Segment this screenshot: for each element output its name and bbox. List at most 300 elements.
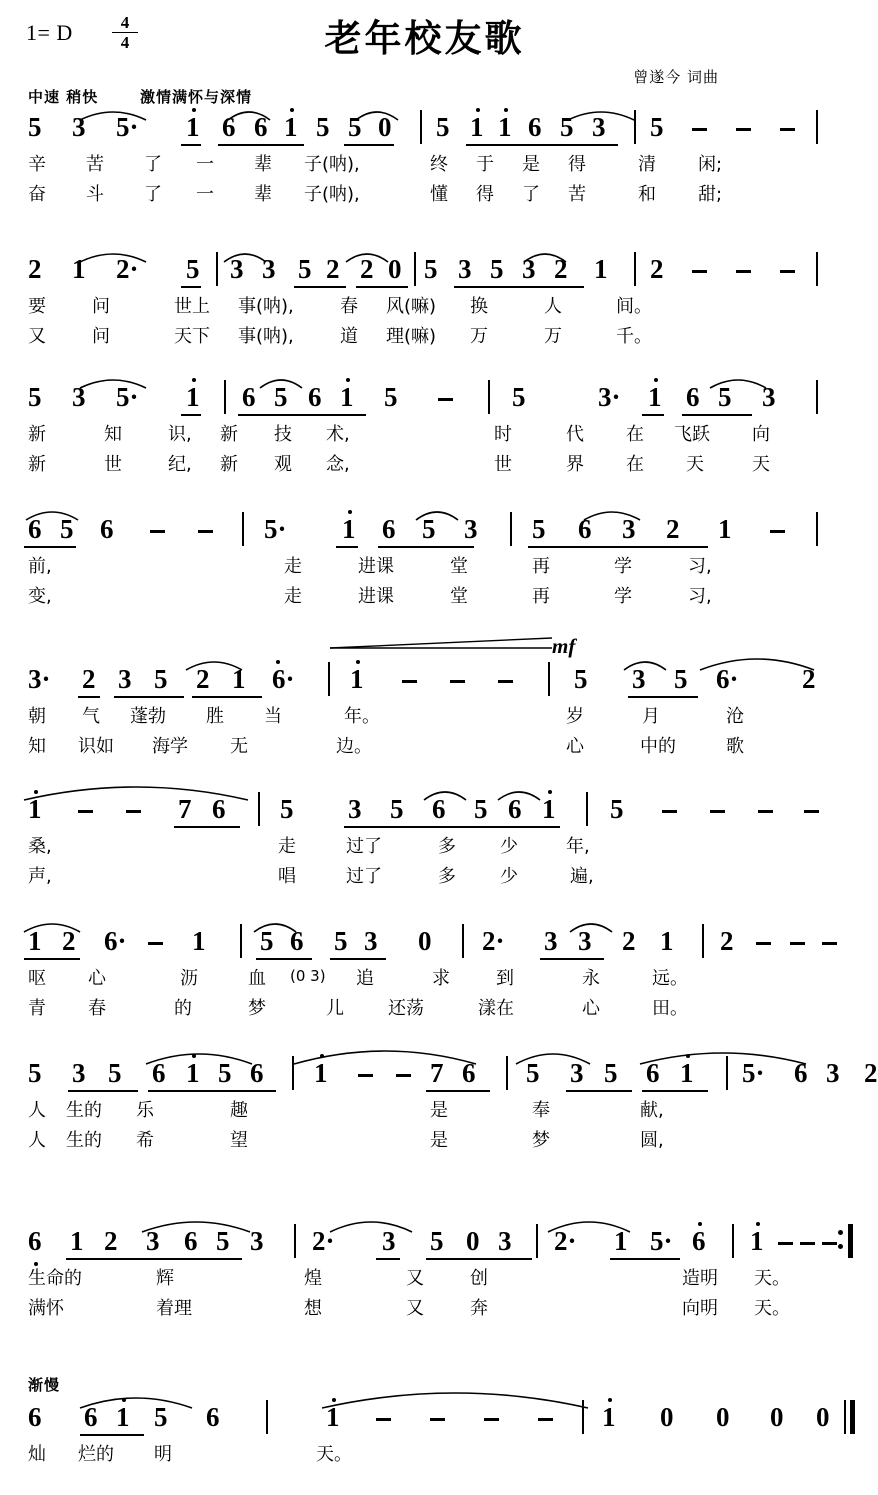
note: 1	[116, 1402, 130, 1432]
lyric-syllable: 事(呐),	[238, 296, 294, 317]
note: 2	[326, 254, 340, 284]
note: 1	[342, 514, 356, 544]
lyric-syllable: 春	[340, 296, 358, 317]
lyric-syllable: 无	[230, 736, 248, 757]
octave-dot	[192, 378, 196, 382]
note: 3	[262, 254, 276, 284]
lyric-row-verse2	[26, 582, 826, 612]
lyric-syllable: 世	[104, 454, 122, 475]
note: 3	[826, 1058, 840, 1088]
note: 2·	[312, 1226, 335, 1256]
note: 5	[280, 794, 294, 824]
note: 2	[62, 926, 76, 956]
beam-underline	[181, 286, 201, 288]
note: 7	[430, 1058, 444, 1088]
hold-dash	[126, 810, 141, 813]
lyric-syllable: 技	[274, 424, 292, 445]
lyric-syllable: 天下	[174, 326, 210, 347]
lyric-syllable: 了	[144, 154, 162, 175]
hold-dash	[692, 128, 707, 131]
note: 5	[28, 112, 42, 142]
octave-dot	[346, 378, 350, 382]
hold-dash	[450, 680, 465, 683]
note: 5	[526, 1058, 540, 1088]
beam-underline	[24, 958, 80, 960]
note: 1	[340, 382, 354, 412]
key-signature: 1= D	[26, 20, 73, 45]
notes-row	[26, 790, 826, 832]
slur-mark	[414, 506, 460, 522]
lyric-syllable: 问	[92, 326, 110, 347]
note: 6	[84, 1402, 98, 1432]
system-4	[0, 510, 849, 612]
barline	[816, 252, 818, 286]
lyric-syllable: 遍,	[570, 866, 594, 887]
hold-dash	[780, 128, 795, 131]
beam-underline	[628, 696, 698, 698]
system-7	[0, 922, 849, 1024]
system-9	[0, 1222, 849, 1324]
lyric-syllable: 辈	[254, 184, 272, 205]
beam-underline	[378, 546, 474, 548]
barline	[266, 1400, 268, 1434]
system-2	[0, 250, 849, 352]
system-6	[0, 790, 849, 892]
notes-row	[26, 1398, 830, 1440]
hold-dash	[822, 1242, 837, 1245]
lyric-syllable: 一	[196, 184, 214, 205]
note: 2	[360, 254, 374, 284]
barline	[816, 380, 818, 414]
note: 2	[720, 926, 734, 956]
repeat-dots	[838, 1230, 843, 1252]
beam-underline	[356, 286, 408, 288]
note: 5	[674, 664, 688, 694]
note: 5	[390, 794, 404, 824]
octave-dot	[122, 1398, 126, 1402]
lyric-syllable: 心	[566, 736, 584, 757]
note: 6·	[104, 926, 127, 956]
octave-dot	[34, 790, 38, 794]
beam-underline	[330, 958, 386, 960]
lyric-syllable: 代	[566, 424, 584, 445]
lyric-syllable: 血	[248, 968, 266, 989]
lyric-syllable: 得	[568, 154, 586, 175]
lyric-syllable: 子(呐),	[304, 184, 360, 205]
barline	[414, 252, 416, 286]
hold-dash	[376, 1418, 391, 1421]
lyric-syllable: 万	[470, 326, 488, 347]
notes-row	[26, 510, 826, 552]
lyric-syllable: 术,	[326, 424, 350, 445]
note: 3	[72, 382, 86, 412]
octave-dot	[504, 108, 508, 112]
note: 5	[334, 926, 348, 956]
lyric-syllable: 生的	[66, 1100, 102, 1121]
note: 5	[650, 112, 664, 142]
lyric-syllable: 知	[28, 736, 46, 757]
barline	[510, 512, 512, 546]
hold-dash	[790, 942, 805, 945]
note: 5	[384, 382, 398, 412]
lyric-syllable: 永	[582, 968, 600, 989]
notes-row	[26, 378, 826, 420]
lyric-syllable: 唱	[278, 866, 296, 887]
lyric-syllable: 着理	[156, 1298, 192, 1319]
lyric-row-verse1	[26, 1264, 826, 1294]
system-1	[0, 108, 849, 210]
note: 2	[196, 664, 210, 694]
final-barline	[848, 1224, 853, 1258]
lyric-syllable: 呕	[28, 968, 46, 989]
beam-underline	[344, 826, 560, 828]
lyric-syllable: 飞跃	[674, 424, 710, 445]
lyric-syllable: 清	[638, 154, 656, 175]
note: 3	[762, 382, 776, 412]
lyric-row-verse1	[26, 292, 826, 322]
note: 6	[250, 1058, 264, 1088]
note: 0	[770, 1402, 784, 1432]
note: 6	[794, 1058, 808, 1088]
beam-underline	[256, 958, 312, 960]
lyric-syllable: 新	[28, 454, 46, 475]
lyric-syllable: 理(嘛)	[386, 326, 437, 347]
octave-dot	[608, 1398, 612, 1402]
hold-dash	[430, 1418, 445, 1421]
hold-dash	[822, 942, 837, 945]
hold-dash	[778, 1242, 793, 1245]
lyric-syllable: 换	[470, 296, 488, 317]
beam-underline	[466, 144, 618, 146]
note: 5	[422, 514, 436, 544]
lyric-syllable: 堂	[450, 586, 468, 607]
note: 6·	[272, 664, 295, 694]
note: 6	[28, 1402, 42, 1432]
note: 6	[646, 1058, 660, 1088]
lyric-syllable: 得	[476, 184, 494, 205]
dynamic-mf: mf	[552, 634, 576, 658]
beam-underline	[80, 1434, 144, 1436]
hold-dash	[800, 1242, 815, 1245]
note: 5	[436, 112, 450, 142]
lyric-row-verse2	[26, 450, 826, 480]
lyric-syllable: 懂	[430, 184, 448, 205]
octave-dot	[290, 108, 294, 112]
lyric-row-verse1	[26, 1096, 826, 1126]
barline	[816, 512, 818, 546]
note: 6	[212, 794, 226, 824]
note: 6	[290, 926, 304, 956]
note: 5·	[116, 112, 139, 142]
lyric-syllable: 天	[686, 454, 704, 475]
note: 6	[462, 1058, 476, 1088]
note: 6	[508, 794, 522, 824]
octave-dot	[192, 1054, 196, 1058]
octave-dot	[548, 790, 552, 794]
lyric-syllable: 梦	[532, 1130, 550, 1151]
note: 1	[186, 112, 200, 142]
barline	[462, 924, 464, 958]
barline	[702, 924, 704, 958]
note: 1	[680, 1058, 694, 1088]
beam-underline	[540, 958, 604, 960]
lyric-row-verse2	[26, 180, 826, 210]
beam-underline	[181, 144, 201, 146]
lyric-row-verse2	[26, 322, 826, 352]
octave-dot	[348, 510, 352, 514]
lyric-syllable: 新	[220, 424, 238, 445]
barline	[634, 110, 636, 144]
lyric-syllable: 进课	[358, 586, 394, 607]
beam-underline	[78, 696, 100, 698]
lyric-syllable: 进课	[358, 556, 394, 577]
note: 1	[660, 926, 674, 956]
hold-dash	[692, 270, 707, 273]
note: 3	[544, 926, 558, 956]
final-barline-thin	[844, 1400, 846, 1434]
note: 1	[314, 1058, 328, 1088]
note: 5	[316, 112, 330, 142]
lyric-syllable: 观	[274, 454, 292, 475]
octave-dot	[476, 108, 480, 112]
lyric-syllable: 桑,	[28, 836, 52, 857]
note: 5	[274, 382, 288, 412]
barline	[634, 252, 636, 286]
note: 3	[382, 1226, 396, 1256]
hold-dash	[756, 942, 771, 945]
note: 3	[522, 254, 536, 284]
beam-underline	[454, 286, 584, 288]
lyric-syllable: 走	[284, 586, 302, 607]
lyric-syllable: 青	[28, 998, 46, 1019]
hold-dash	[78, 810, 93, 813]
lyric-syllable: 变,	[28, 586, 52, 607]
barline	[582, 1400, 584, 1434]
lyric-syllable: 过了	[346, 866, 382, 887]
note: 3	[498, 1226, 512, 1256]
lyric-syllable: 一	[196, 154, 214, 175]
lyric-row-verse1	[26, 1440, 826, 1470]
note: 1	[232, 664, 246, 694]
hold-dash	[148, 942, 163, 945]
note: 5	[424, 254, 438, 284]
lyric-syllable: 希	[136, 1130, 154, 1151]
note: 2	[650, 254, 664, 284]
beam-underline	[148, 1090, 276, 1092]
note: 5	[298, 254, 312, 284]
beam-underline	[68, 1090, 138, 1092]
barline	[506, 1056, 508, 1090]
lyric-syllable: 新	[220, 454, 238, 475]
lyric-syllable: 到	[496, 968, 514, 989]
system-8	[0, 1054, 878, 1156]
barline	[258, 792, 260, 826]
octave-dot	[192, 108, 196, 112]
note: 0	[716, 1402, 730, 1432]
lyric-syllable: 岁	[566, 706, 584, 727]
note: 3	[570, 1058, 584, 1088]
note: 0	[418, 926, 432, 956]
slur-mark	[328, 1216, 414, 1234]
lyric-syllable: 习,	[688, 586, 712, 607]
lyric-syllable: 世上	[174, 296, 210, 317]
notes-row	[26, 108, 826, 150]
note: 3	[72, 112, 86, 142]
note: 3	[348, 794, 362, 824]
hold-dash	[736, 128, 751, 131]
lyric-syllable: 又	[406, 1268, 424, 1289]
lyric-syllable: 天	[752, 454, 770, 475]
lyric-syllable: 知	[104, 424, 122, 445]
note: 5	[430, 1226, 444, 1256]
notes-row	[26, 660, 826, 702]
lyric-syllable: 少	[500, 866, 518, 887]
lyric-syllable: 又	[28, 326, 46, 347]
lyric-syllable: 人	[544, 296, 562, 317]
lyric-syllable: 前,	[28, 556, 52, 577]
lyric-syllable: 乐	[136, 1100, 154, 1121]
note: 2	[802, 664, 816, 694]
lyric-syllable: 创	[470, 1268, 488, 1289]
lyric-syllable: 苦	[86, 154, 104, 175]
lyric-syllable: 生命的	[28, 1268, 82, 1289]
hold-dash	[438, 398, 453, 401]
lyric-syllable: 在	[626, 454, 644, 475]
barline	[224, 380, 226, 414]
note: 2	[666, 514, 680, 544]
lyric-syllable: 风(嘛)	[386, 296, 437, 317]
note: 0	[660, 1402, 674, 1432]
lyric-row-verse2	[26, 732, 826, 762]
lyric-syllable: 万	[544, 326, 562, 347]
hold-dash	[538, 1418, 553, 1421]
note: 3	[632, 664, 646, 694]
hold-dash	[198, 530, 213, 533]
note: 6	[242, 382, 256, 412]
lyric-syllable: 心	[88, 968, 106, 989]
note: 6·	[716, 664, 739, 694]
lyric-syllable: 了	[144, 184, 162, 205]
lyric-syllable: 趣	[230, 1100, 248, 1121]
note: 1	[498, 112, 512, 142]
note: 2	[864, 1058, 878, 1088]
slur-mark	[708, 374, 768, 390]
expression-marking: 激情满怀与深情	[140, 88, 253, 106]
lyric-syllable: 斗	[86, 184, 104, 205]
beam-underline	[528, 546, 708, 548]
lyric-syllable: 是	[430, 1130, 448, 1151]
note: 3	[622, 514, 636, 544]
note: 5	[512, 382, 526, 412]
note: 6	[528, 112, 542, 142]
note: 5	[218, 1058, 232, 1088]
lyric-syllable: 天。	[316, 1444, 352, 1465]
note: 3·	[598, 382, 621, 412]
lyric-syllable: 了	[522, 184, 540, 205]
ritardando-marking: 渐慢	[28, 1376, 61, 1394]
note: 1	[284, 112, 298, 142]
lyric-syllable: 边。	[336, 736, 372, 757]
system-3	[0, 378, 849, 480]
beam-underline	[642, 1090, 708, 1092]
lyric-syllable: 念,	[326, 454, 350, 475]
slur-mark	[638, 1046, 808, 1066]
lyric-syllable: 天。	[754, 1268, 790, 1289]
note: 3	[578, 926, 592, 956]
lyric-syllable: 沥	[180, 968, 198, 989]
lyric-syllable: 甜;	[698, 184, 723, 205]
lyric-syllable: 子(呐),	[304, 154, 360, 175]
beam-underline	[336, 546, 358, 548]
note: 2	[28, 254, 42, 284]
note: 2	[104, 1226, 118, 1256]
lyric-syllable: 胜	[206, 706, 224, 727]
lyric-syllable: 漾在	[478, 998, 514, 1019]
octave-dot	[356, 660, 360, 664]
lyric-annotation: (0 3)	[290, 967, 326, 985]
note: 5·	[264, 514, 287, 544]
hold-dash	[770, 530, 785, 533]
note: 1	[192, 926, 206, 956]
lyric-syllable: 的	[174, 998, 192, 1019]
lyric-syllable: 想	[304, 1298, 322, 1319]
lyric-syllable: 闲;	[698, 154, 723, 175]
lyric-syllable: 学	[614, 556, 632, 577]
barline	[242, 512, 244, 546]
note: 5	[186, 254, 200, 284]
lyric-syllable: 走	[278, 836, 296, 857]
beam-underline	[642, 414, 664, 416]
notes-row	[26, 1222, 826, 1264]
note: 6	[222, 112, 236, 142]
note: 5	[560, 112, 574, 142]
lyric-syllable: 少	[500, 836, 518, 857]
note: 6	[432, 794, 446, 824]
time-signature-denominator: 4	[120, 33, 130, 52]
note: 3·	[28, 664, 51, 694]
hold-dash	[396, 1074, 411, 1077]
lyric-syllable: 海学	[152, 736, 188, 757]
note: 5	[490, 254, 504, 284]
barline	[216, 252, 218, 286]
lyric-syllable: 识如	[78, 736, 114, 757]
octave-dot	[756, 1222, 760, 1226]
lyric-row-verse1	[26, 552, 826, 582]
note: 0	[378, 112, 392, 142]
note: 5·	[742, 1058, 765, 1088]
beam-underline	[426, 1090, 490, 1092]
note: 1	[648, 382, 662, 412]
lyric-syllable: 学	[614, 586, 632, 607]
lyric-syllable: 时	[494, 424, 512, 445]
note: 2	[622, 926, 636, 956]
lyric-syllable: 儿	[326, 998, 344, 1019]
note: 2	[82, 664, 96, 694]
lyric-syllable: 圆,	[640, 1130, 664, 1151]
note: 1	[28, 926, 42, 956]
note: 3	[146, 1226, 160, 1256]
lyric-syllable: 年,	[566, 836, 590, 857]
hold-dash	[758, 810, 773, 813]
note: 3	[72, 1058, 86, 1088]
lyric-syllable: 奔	[470, 1298, 488, 1319]
note: 5	[108, 1058, 122, 1088]
note: 5	[260, 926, 274, 956]
hold-dash	[484, 1418, 499, 1421]
octave-dot	[686, 1054, 690, 1058]
lyric-syllable: 堂	[450, 556, 468, 577]
octave-dot	[332, 1398, 336, 1402]
